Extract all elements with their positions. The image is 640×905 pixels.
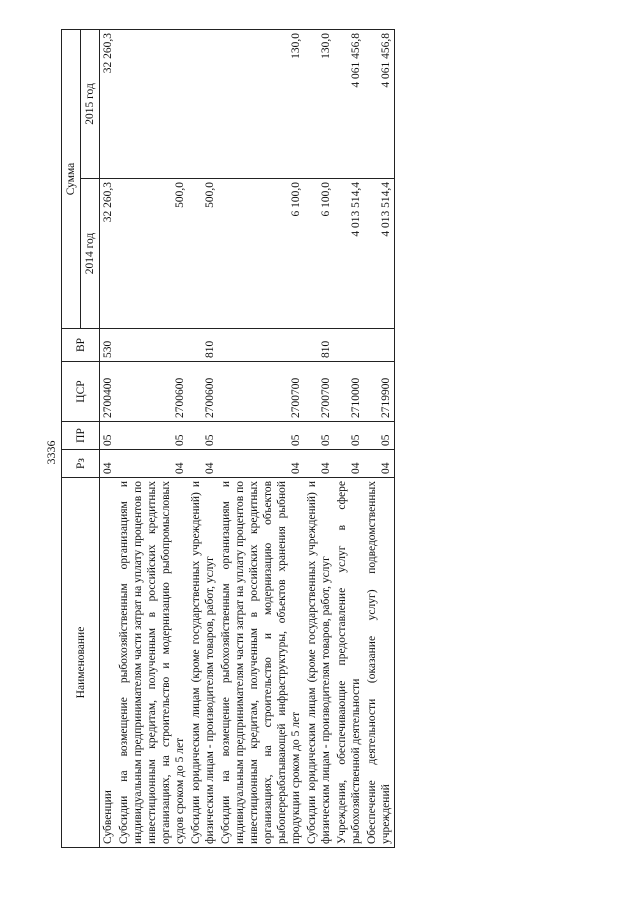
row-rz: 04 xyxy=(116,450,188,478)
row-vr: 810 xyxy=(304,329,334,362)
row-name: Субсидии юридическим лицам (кроме государственных учреждений) и физическим лицам - производителям товаров, работ, услуг xyxy=(188,478,218,848)
row-pr: 05 xyxy=(304,422,334,450)
row-vr xyxy=(334,329,364,362)
header-rz: Рз xyxy=(62,450,100,478)
row-vr: 530 xyxy=(100,329,117,362)
row-sum-2015: 32 260,3 xyxy=(100,29,117,178)
row-pr: 05 xyxy=(334,422,364,450)
row-vr xyxy=(116,329,188,362)
row-csr: 2710000 xyxy=(334,362,364,422)
table-row xyxy=(116,29,188,847)
row-name: Субсидии юридическим лицам (кроме государственных учреждений) и физическим лицам - производителям товаров, работ, услуг xyxy=(304,478,334,848)
row-vr xyxy=(364,329,395,362)
table-header xyxy=(62,29,100,847)
row-sum-2014: 4 013 514,4 xyxy=(364,179,395,329)
table-row xyxy=(218,29,304,847)
row-csr: 2700600 xyxy=(188,362,218,422)
row-sum-2014: 4 013 514,4 xyxy=(334,179,364,329)
budget-table xyxy=(61,29,395,848)
row-csr: 2700700 xyxy=(304,362,334,422)
row-csr: 2700600 xyxy=(116,362,188,422)
row-rz: 04 xyxy=(364,450,395,478)
row-name: Субсидии на возмещение рыбохозяйственным организациям и индивидуальным предпринимателям части затрат на уплату процентов по инвестиционным кредитам, полученным в российских кредитных организациях, на строительство и модернизацию рыбопромысловых судов сроком до 5 лет xyxy=(116,478,188,848)
row-csr: 2700400 xyxy=(100,362,117,422)
header-year-2015: 2015 год xyxy=(81,29,100,178)
row-sum-2014: 6 100,0 xyxy=(304,179,334,329)
row-pr: 05 xyxy=(100,422,117,450)
row-name: Субвенции xyxy=(100,478,117,848)
row-sum-2015 xyxy=(116,29,188,178)
page-number: 3336 xyxy=(44,440,58,465)
row-sum-2015: 4 061 456,8 xyxy=(364,29,395,178)
row-vr: 810 xyxy=(188,329,218,362)
row-sum-2014: 32 260,3 xyxy=(100,179,117,329)
row-pr: 05 xyxy=(188,422,218,450)
row-pr: 05 xyxy=(116,422,188,450)
row-rz: 04 xyxy=(304,450,334,478)
row-name: Субсидии на возмещение рыбохозяйственным организациям и индивидуальным предпринимателям части затрат на уплату процентов по инвестиционным кредитам, полученным в российских кредитных организациях, на строительство и модернизацию объектов рыбоперерабатывающей инфраструктуры, объектов хранения рыбной продукции сроком до 5 лет xyxy=(218,478,304,848)
row-pr: 05 xyxy=(364,422,395,450)
row-name: Учреждения, обеспечивающие предоставление услуг в сфере рыбохозяйственной деятельности xyxy=(334,478,364,848)
row-pr: 05 xyxy=(218,422,304,450)
row-rz: 04 xyxy=(100,450,117,478)
row-sum-2015: 4 061 456,8 xyxy=(334,29,364,178)
header-sum: Сумма xyxy=(62,29,81,328)
table-row xyxy=(304,29,334,847)
row-sum-2015: 130,0 xyxy=(218,29,304,178)
row-csr: 2719900 xyxy=(364,362,395,422)
row-name: Обеспечение деятельности (оказание услуг) подведомственных учреждений xyxy=(364,478,395,848)
row-sum-2015 xyxy=(188,29,218,178)
header-name: Наименование xyxy=(62,478,100,848)
row-sum-2014: 500,0 xyxy=(188,179,218,329)
row-sum-2014: 6 100,0 xyxy=(218,179,304,329)
row-rz: 04 xyxy=(334,450,364,478)
table-row xyxy=(364,29,395,847)
row-csr: 2700700 xyxy=(218,362,304,422)
row-sum-2015: 130,0 xyxy=(304,29,334,178)
table-row xyxy=(188,29,218,847)
row-sum-2014: 500,0 xyxy=(116,179,188,329)
header-year-2014: 2014 год xyxy=(81,179,100,329)
row-rz: 04 xyxy=(218,450,304,478)
table-row xyxy=(100,29,117,847)
row-rz: 04 xyxy=(188,450,218,478)
header-vr: ВР xyxy=(62,329,100,362)
row-vr xyxy=(218,329,304,362)
header-pr: ПР xyxy=(62,422,100,450)
table-row xyxy=(334,29,364,847)
header-csr: ЦСР xyxy=(62,362,100,422)
